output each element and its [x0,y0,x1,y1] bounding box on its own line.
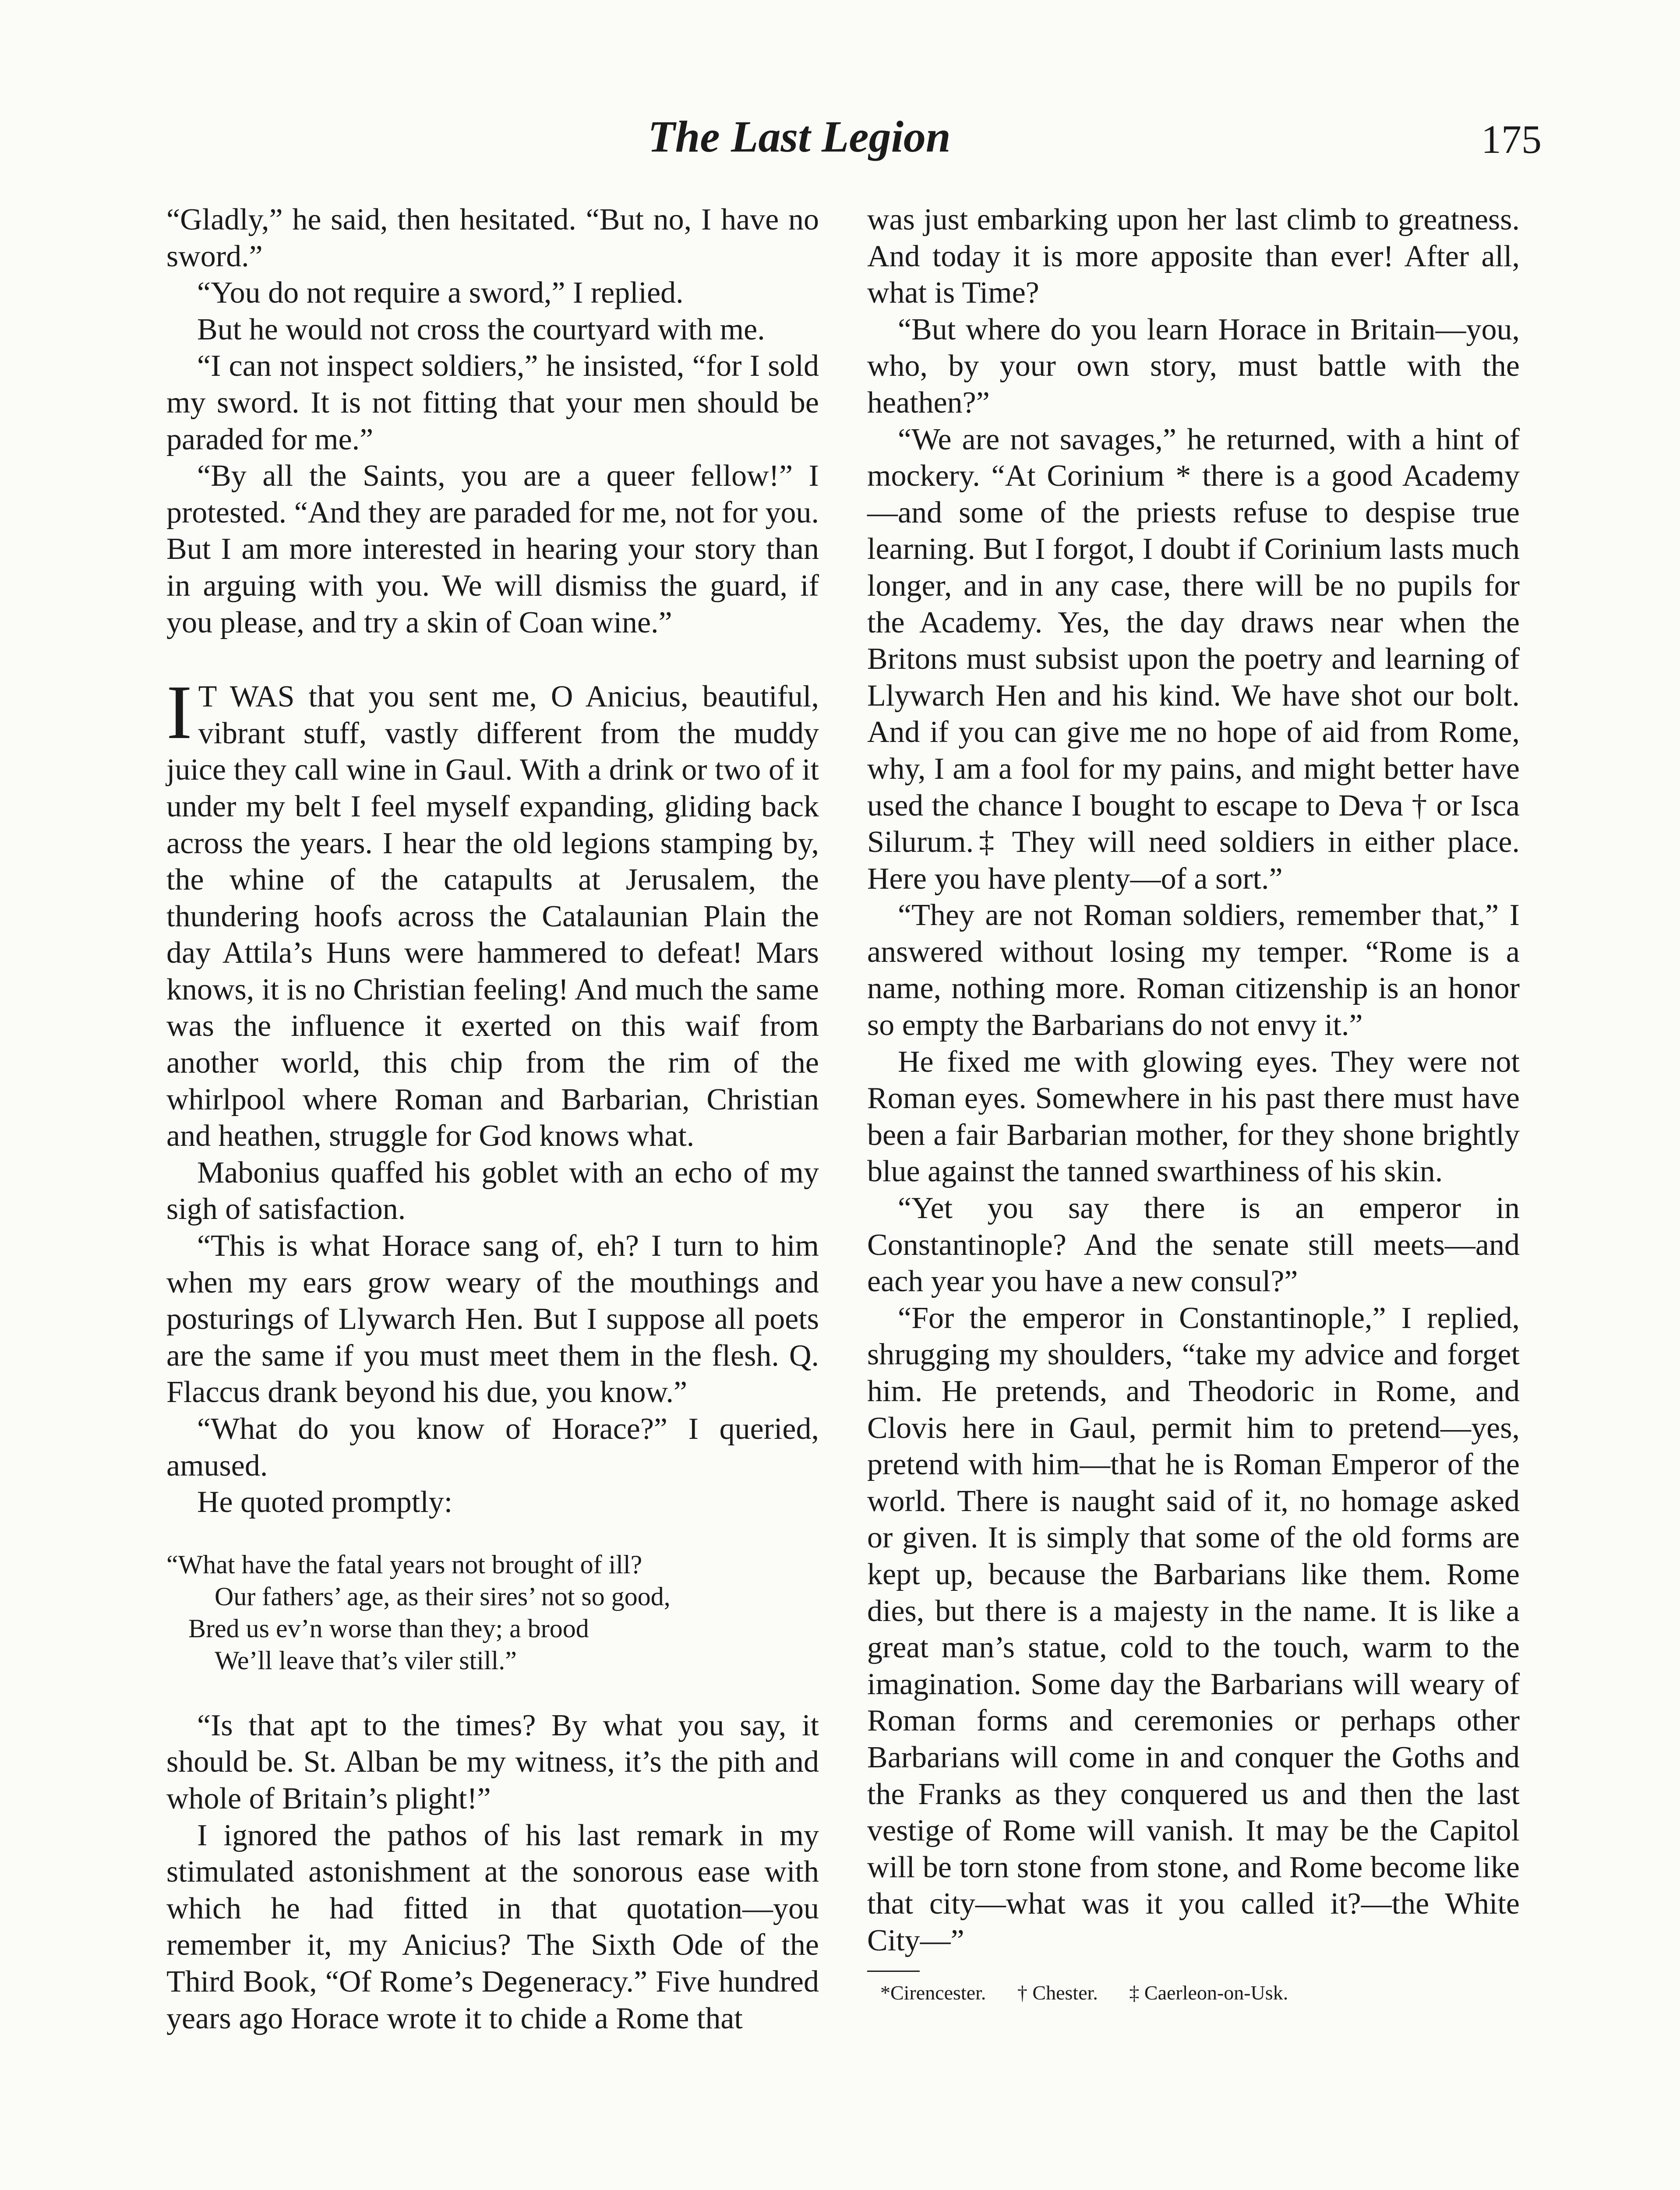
paragraph: “What do you know of Horace?” I queried, amused. [166,1412,819,1483]
footnote: † Chester. [1017,1981,1098,2004]
footnote-divider [867,1971,920,1972]
paragraph: “But where do you learn Horace in Britain—you, who, by your own story, must battle with the heathen?” [867,312,1520,420]
paragraph: “You do not require a sword,” I replied. [197,276,684,310]
paragraph: “Gladly,” he said, then hesitated. “But no, I have no sword.” [166,203,819,273]
footnote: ‡ Caerleon-on-Usk. [1129,1981,1288,2004]
paragraph-text: T WAS that you sent me, O Anicius, beautiful, vibrant stuff, vastly different from the muddy juice they call wine in Gaul. With a drink or two of it under my belt I feel myself expanding, gliding back across the years. I hear the old legions stamping by, the whine of the catapults at Jerusalem, the thundering hoofs across the Catalaunian Plain the day Attila’s Huns were hammered to defeat! Mars knows, it is no Christian feeling! And much the same was the influence it exerted on this waif from another world, this chip from the rim of the whirlpool where Roman and Barbarian, Christian and heathen, struggle for God knows what. [166,680,819,1153]
paragraph: “We are not savages,” he returned, with a hint of mockery. “At Corinium * there is a good Academy—and some of the priests refuse to despise true learning. But I forgot, I doubt if Corinium lasts much longer, and in any case, there will be no pupils for the Academy. Yes, the day draws near when the Britons must subsist upon the poetry and learning of Llywarch Hen and his kind. We have shot our bolt. And if you can give me no hope of aid from Rome, why, I am a fool for my pains, and might better have used the chance I bought to escape to Deva † or Isca Silurum.‡ They will need soldiers in either place. Here you have plenty—of a sort.” [867,422,1520,896]
poem-line: Bred us ev’n worse than they; a brood [188,1614,589,1643]
left-column [166,201,819,2037]
paragraph: He quoted promptly: [197,1485,453,1519]
poem-quotation [166,1549,819,1677]
paragraph: I ignored the pathos of his last remark in my stimulated astonishment at the sonorous ease with which he had fitted in that quotation—you remember it, my Anicius? The Sixth Ode of the Third Book, “Of Rome’s Degeneracy.” Five hundred years ago Horace wrote it to chide a Rome that [166,1818,819,2035]
paragraph: He fixed me with glowing eyes. They were not Roman eyes. Somewhere in his past there must have been a fair Barbarian mother, for they shone brightly blue against the tanned swarthiness of his skin. [867,1045,1520,1189]
paragraph: “This is what Horace sang of, eh? I turn to him when my ears grow weary of the mouthings and posturings of Llywarch Hen. But I suppose all poets are the same if you must meet them in the flesh. Q. Flaccus drank beyond his due, you know.” [166,1229,819,1409]
paragraph: was just embarking upon her last climb to greatness. And today it is more apposite than ever! After all, what is Time? [867,203,1520,310]
running-title: The Last Legion [648,112,951,162]
poem-line: We’ll leave that’s viler still.” [215,1646,517,1675]
page-number: 175 [1481,117,1542,162]
right-column [867,201,1520,2006]
poem-line: “What have the fatal years not brought of ill? [166,1550,642,1579]
paragraph: “I can not inspect soldiers,” he insisted, “for I sold my sword. It is not fitting that your men should be paraded for me.” [166,349,819,456]
paragraph: “By all the Saints, you are a queer fellow!” I protested. “And they are paraded for me, not for you. But I am more interested in hearing your story than in arguing with you. We will dismiss the guard, if you please, and try a skin of Coan wine.” [166,459,819,639]
paragraph: “They are not Roman soldiers, remember that,” I answered without losing my temper. “Rome is a name, nothing more. Roman citizenship is an honor so empty the Barbarians do not envy it.” [867,898,1520,1042]
paragraph: Mabonius quaffed his goblet with an echo of my sigh of satisfaction. [166,1155,819,1226]
footnotes [867,1980,1520,2006]
section-opening-paragraph [166,670,819,1155]
footnote: *Cirencester. [880,1981,986,2004]
paragraph: “Yet you say there is an emperor in Constantinople? And the senate still meets—and each year you have a new consul?” [867,1191,1520,1299]
paragraph: “For the emperor in Constantinople,” I replied, shrugging my shoulders, “take my advice and forget him. He pretends, and Theodoric in Rome, and Clovis here in Gaul, permit him to pretend—yes, pretend with him—that he is Roman Emperor of the world. There is naught said of it, no homage asked or given. It is simply that some of the old forms are kept up, because the Barbarians like them. Rome dies, but there is a majesty in the name. It is like a great man’s statue, cold to the touch, warm to the imagination. Some day the Barbarians will weary of Roman forms and ceremonies or perhaps other Barbarians will come in and conquer the Goths and the Franks as they conquered us and then the last vestige of Rome will vanish. It may be the Capitol will be torn stone from stone, and Rome become like that city—what was it you called it?—the White City—” [867,1301,1520,1957]
paragraph: “Is that apt to the times? By what you say, it should be. St. Alban be my witness, it’s the pith and whole of Britain’s plight!” [166,1708,819,1816]
paragraph: But he would not cross the courtyard with me. [197,312,765,346]
poem-line: Our fathers’ age, as their sires’ not so good, [215,1582,671,1611]
drop-cap: I [166,670,192,756]
